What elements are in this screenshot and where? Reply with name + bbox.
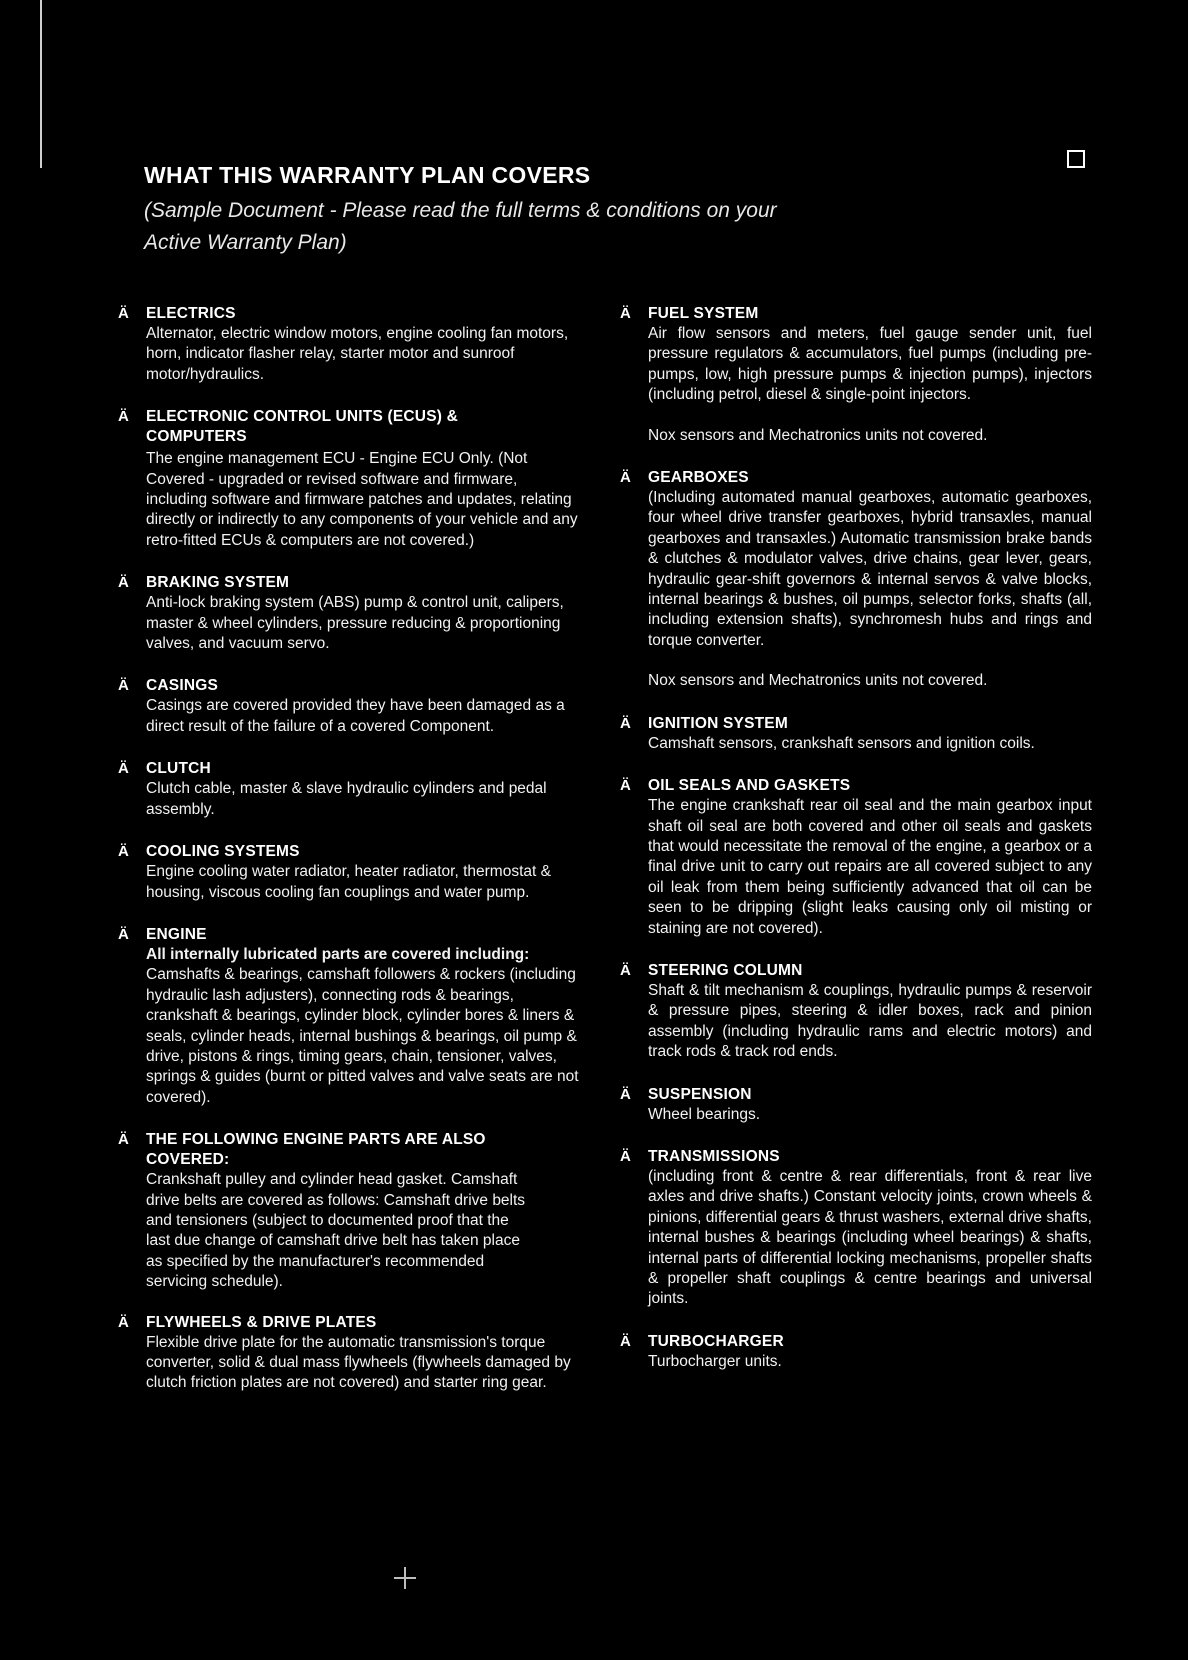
page-title: WHAT THIS WARRANTY PLAN COVERS [144,162,591,188]
section-oil-seals [620,776,1092,939]
section-body: Air flow sensors and meters, fuel gauge sender unit, fuel pressure regulators & accumulators, fuel pumps (including pre-pumps, low, high pressure pumps & injection pumps), injectors (including petrol, diesel & single-point injectors. [648,325,1092,404]
left-column [118,304,580,1394]
section-title: OIL SEALS AND GASKETS [648,777,851,795]
section-title: ELECTRONIC CONTROL UNITS (ECUS) & COMPUTERS [146,408,459,446]
section-title: STEERING COLUMN [648,961,803,979]
section-body: Shaft & tilt mechanism & couplings, hydraulic pumps & reservoir & pressure pipes, steering & idler boxes, rack and pinion assembly (including hydraulic rams and electric motors) and track rods & track rod ends. [648,981,1092,1061]
bullet-icon: Ä [620,1332,631,1350]
bullet-icon: Ä [118,677,129,695]
section-body: The engine management ECU - Engine ECU Only. (Not Covered - upgraded or revised software and firmware, including software and firmware patches and updates, relating directly or indirectly to any components of your vehicle and any retro-fitted ECUs & computers are not covered.) [146,450,578,549]
section-engine [118,925,580,1108]
section-title: TURBOCHARGER [648,1332,784,1350]
section-casings [118,676,580,737]
section-body: Camshaft sensors, crankshaft sensors and ignition coils. [648,734,1035,752]
section-transmissions [620,1147,1092,1310]
section-ecus [118,407,580,551]
section-electrics [118,304,580,385]
section-body: Alternator, electric window motors, engine cooling fan motors, horn, indicator flasher relay, starter motor and sunroof motor/hydraulics. [146,325,569,383]
section-title: TRANSMISSIONS [648,1147,780,1165]
section-title: CASINGS [146,677,219,695]
section-title: IGNITION SYSTEM [648,714,788,732]
section-body-text: Camshafts & bearings, camshaft followers & rockers (including hydraulic lash adjusters), connecting rods & bearings, crankshaft & bearings, cylinder block, cylinder bores & liners & seals, cylinder heads, internal bushings & bearings, oil pump & drive, pistons & rings, timing gears, chain, tensioner, valves, springs & guides (burnt or pitted valves and valve seats are not covered). [146,966,579,1106]
section-body: (including front & centre & rear differentials, front & rear live axles and drive shafts.) Constant velocity joints, crown wheels & pinions, differential gears & thrust washers, external drive shafts, internal bushes & bearings (including wheel bearings) & shafts, internal parts of differential locking mechanisms, propeller shafts & propeller shaft couplings & centre bearings and universal joints. [648,1167,1092,1308]
section-suspension [620,1085,1092,1125]
left-edge-line [40,0,42,168]
section-body-strong: All internally lubricated parts are covered including: [146,945,530,963]
bullet-icon: Ä [118,1313,129,1331]
section-steering [620,961,1092,1063]
bullet-icon: Ä [118,760,129,778]
section-body [146,945,580,1108]
section-body: The engine crankshaft rear oil seal and the main gearbox input shaft oil seal are both covered and other oil seals and gaskets that would necessitate the removal of the engine, a gearbox or a final drive unit to carry out repairs are all covered subject to any oil leak from them being sufficiently advanced that oil can be seen to be dripping (slight leaks causing only oil misting or staining are not covered). [648,797,1092,937]
section-fuel-system [620,304,1092,446]
section-braking [118,573,580,654]
section-title: FUEL SYSTEM [648,305,759,322]
bullet-icon: Ä [620,469,631,487]
bullet-icon: Ä [118,925,129,943]
section-body: (Including automated manual gearboxes, automatic gearboxes, four wheel drive transfer gearboxes, hybrid transaxles, manual gearboxes and transaxles.) Automatic transmission brake bands & clutches & modulator valves, drive chains, gear lever, gears, hydraulic gear-shift governors & internal servos & valve blocks, internal bearings & bushes, oil pumps, selector forks, shafts (all, including extension shafts), synchromesh hubs and rings and torque converter. [648,489,1092,649]
section-ignition [620,714,1092,754]
section-title: FLYWHEELS & DRIVE PLATES [146,1313,377,1331]
section-body: Engine cooling water radiator, heater radiator, thermostat & housing, viscous cooling fan couplings and water pump. [146,863,551,901]
section-title: CLUTCH [146,760,211,778]
section-cooling [118,842,580,903]
page-subtitle: (Sample Document - Please read the full terms & conditions on your Active Warranty Plan) [144,199,777,254]
section-title: SUSPENSION [648,1085,752,1103]
section-body: Crankshaft pulley and cylinder head gasket. Camshaft drive belts are covered as follows: Camshaft drive belts and tensioners (subject to documented proof that the last due change of camshaft drive belt has taken place as specified by the manufacturer's recommended servicing schedule). [146,1171,526,1291]
section-gearboxes [620,468,1092,692]
section-title: ENGINE [146,925,207,943]
section-title: COOLING SYSTEMS [146,843,300,861]
bullet-icon: Ä [118,305,129,322]
bullet-icon: Ä [118,408,129,426]
bullet-icon: Ä [620,714,631,732]
bullet-icon: Ä [118,574,129,592]
bullet-icon: Ä [118,1131,129,1149]
section-clutch [118,759,580,820]
section-body: Turbocharger units. [648,1352,782,1370]
section-body: Flexible drive plate for the automatic transmission's torque converter, solid & dual mass flywheels (flywheels damaged by clutch friction plates are not covered) and starter ring gear. [146,1333,571,1392]
section-body: Wheel bearings. [648,1105,761,1123]
section-engine-parts-also [118,1130,580,1292]
section-body: Casings are covered provided they have been damaged as a direct result of the failure of a covered Component. [146,697,565,735]
section-body: Clutch cable, master & slave hydraulic cylinders and pedal assembly. [146,780,547,818]
section-title: THE FOLLOWING ENGINE PARTS ARE ALSO COVERED: [146,1131,486,1169]
registration-mark-icon [394,1567,416,1589]
bullet-icon: Ä [620,305,631,322]
section-flywheels [118,1313,580,1394]
bullet-icon: Ä [118,843,129,861]
bullet-icon: Ä [620,1147,631,1165]
section-turbocharger [620,1332,1092,1372]
section-title: ELECTRICS [146,305,236,322]
section-note: Nox sensors and Mechatronics units not covered. [648,426,988,444]
section-note: Nox sensors and Mechatronics units not covered. [648,672,988,690]
section-body: Anti-lock braking system (ABS) pump & control unit, calipers, master & wheel cylinders, pressure reducing & proportioning valves, and vacuum servo. [146,594,564,653]
bullet-icon: Ä [620,1085,631,1103]
bullet-icon: Ä [620,961,631,979]
bullet-icon: Ä [620,777,631,795]
right-column [620,304,1092,1372]
section-title: BRAKING SYSTEM [146,574,290,592]
section-title: GEARBOXES [648,469,749,487]
page-checkbox[interactable] [1067,150,1085,168]
document-header [144,162,964,259]
